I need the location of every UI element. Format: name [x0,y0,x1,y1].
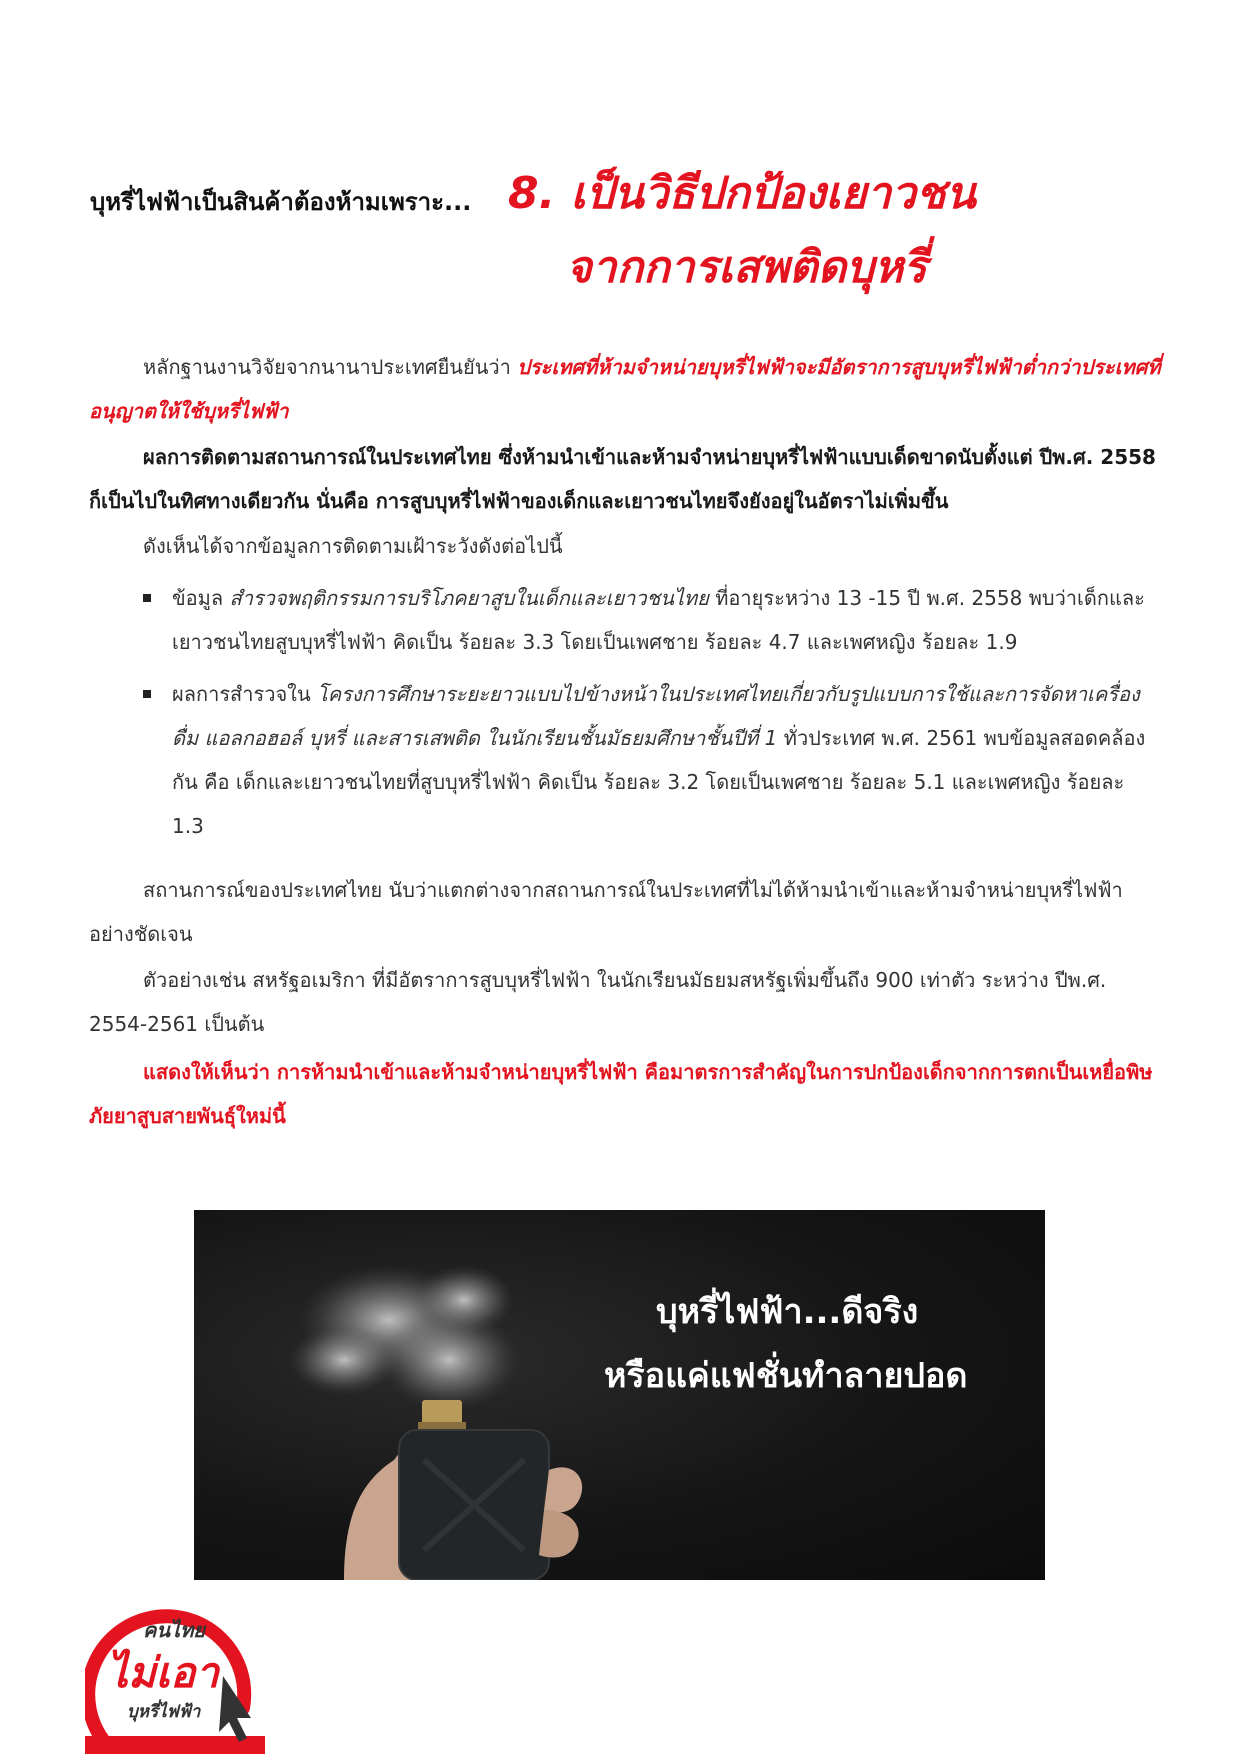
paragraph-thailand-monitoring: ผลการติดตามสถานการณ์ในประเทศไทย ซึ่งห้ามนำเข้าและห้ามจำหน่ายบุหรี่ไฟฟ้าแบบเด็ดขาดนับตั้งแต่ ปีพ.ศ. 2558 ก็เป็นไปในทิศทางเดียวกัน นั่นคือ การสูบบุหรี่ไฟฟ้าของเด็กและเยาวชนไทยจึงยังอยู่ในอัตราไม่เพิ่มขึ้น [89,445,1156,513]
bullet-text: ข้อมูล [172,586,230,610]
bullet-text: ที่อายุระหว่าง 13 -15 ปี พ.ศ. 2558 พบว่าเด็กและเยาวชนไทยสูบบุหรี่ไฟฟ้า คิดเป็น ร้อยละ 3.3 โดยเป็นเพศชาย ร้อยละ 4.7 และเพศหญิง ร้อยละ 1.9 [172,586,1145,654]
banner-title-line-2: หรือแค่แฟชั่นทำลายปอด [604,1356,968,1396]
campaign-logo [85,1590,275,1754]
bullet-text: ผลการสำรวจใน [172,682,317,706]
headline-line-2: จากการเสพติดบุหรี่ [566,242,927,293]
survey-name: สำรวจพฤติกรรมการบริโภคยาสูบในเด็กและเยาวชนไทย [229,586,709,610]
logo-text-bottom: บุหรี่ไฟฟ้า [127,1702,201,1722]
paragraph-evidence-intro: ดังเห็นได้จากข้อมูลการติดตามเฝ้าระวังดังต่อไปนี้ [143,534,563,558]
evidence-list [143,576,1161,856]
bullet-square-icon [143,594,151,602]
banner-title-line-1: บุหรี่ไฟฟ้า...ดีจริง [656,1292,919,1332]
headline-prefix: บุหรี่ไฟฟ้าเป็นสินค้าต้องห้ามเพราะ... [90,188,472,216]
logo-text-middle: ไม่เอา [107,1648,219,1697]
study-name: โครงการศึกษาระยะยาวแบบไปข้างหน้าในประเทศไทยเกี่ยวกับรูปแบบการใช้และการจัดหาเครื่องดื่ม แอลกอฮอล์ บุหรี่ และสารเสพติด ในนักเรียนชั้นมัธยมศึกษาชั้นปีที่ 1 [172,682,1140,750]
list-item [143,672,1161,848]
bullet-text: ทั่วประเทศ พ.ศ. 2561 พบข้อมูลสอดคล้องกัน คือ เด็กและเยาวชนไทยที่สูบบุหรี่ไฟฟ้า คิดเป็น ร้อยละ 3.2 โดยเป็นเพศชาย ร้อยละ 5.1 และเพศหญิง ร้อยละ 1.3 [172,726,1146,838]
list-item [143,576,1161,664]
paragraph-comparison: สถานการณ์ของประเทศไทย นับว่าแตกต่างจากสถานการณ์ในประเทศที่ไม่ได้ห้ามนำเข้าและห้ามจำหน่ายบุหรี่ไฟฟ้าอย่างชัดเจน [89,878,1123,946]
paragraph-research [89,345,1161,433]
paragraph-research-lead: หลักฐานงานวิจัยจากนานาประเทศยืนยันว่า [143,355,518,379]
paragraph-research-highlight: ประเทศที่ห้ามจำหน่ายบุหรี่ไฟฟ้าจะมีอัตราการสูบบุหรี่ไฟฟ้าต่ำกว่าประเทศที่อนุญาตให้ใช้บุหรี่ไฟฟ้า [89,355,1161,423]
vape-photo-banner [194,1210,1045,1580]
paragraph-conclusion: แสดงให้เห็นว่า การห้ามนำเข้าและห้ามจำหน่ายบุหรี่ไฟฟ้า คือมาตรการสำคัญในการปกป้องเด็กจากการตกเป็นเหยื่อพิษภัยยาสูบสายพันธุ์ใหม่นี้ [89,1060,1153,1128]
headline-line-1: 8. เป็นวิธีปกป้องเยาวชน [508,168,976,219]
smoke-icon [289,1265,519,1410]
paragraph-usa-example: ตัวอย่างเช่น สหรัฐอเมริกา ที่มีอัตราการสูบบุหรี่ไฟฟ้า ในนักเรียนมัธยมสหรัฐเพิ่มขึ้นถึง 900 เท่าตัว ระหว่าง ปีพ.ศ. 2554-2561 เป็นต้น [89,968,1107,1036]
bullet-square-icon [143,690,151,698]
logo-text-top: คนไทย [143,1618,206,1642]
